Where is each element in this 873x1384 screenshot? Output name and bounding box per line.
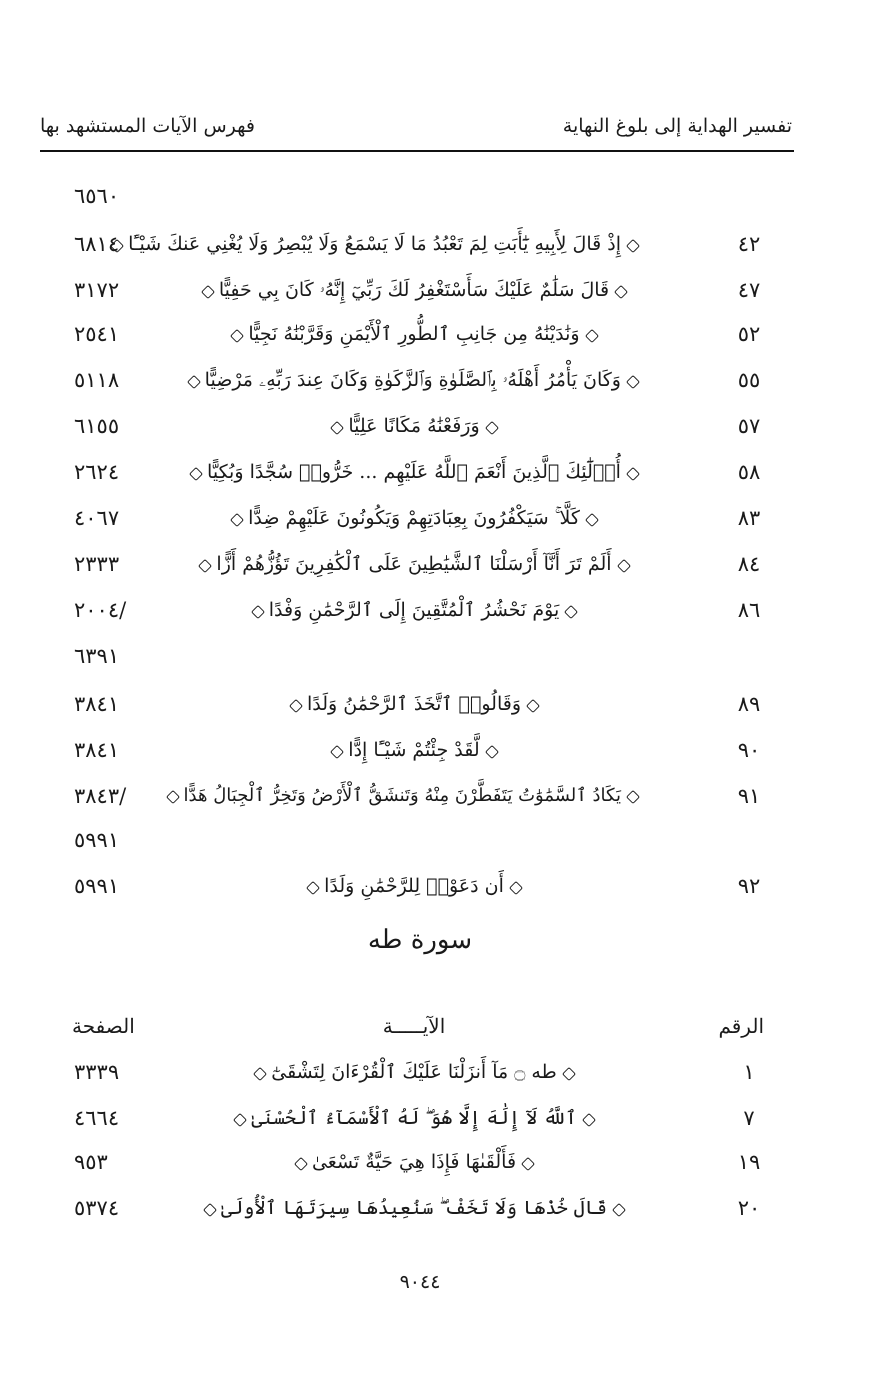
verse-text-cell — [128, 224, 644, 264]
page-ref: ٥٩٩١ — [74, 828, 120, 852]
verse-number: ٧ — [743, 1106, 755, 1130]
verse-number: ٥٨ — [737, 460, 761, 484]
verse-text: فَأَلْقَىٰهَا فَإِذَا هِيَ حَيَّةٌ تَسْعَىٰ — [311, 1151, 517, 1173]
table-row — [40, 406, 794, 446]
ornament-icon — [626, 239, 639, 252]
verse-number: ٤٢ — [737, 232, 761, 256]
table-row — [40, 866, 794, 906]
verse-number: ١ — [743, 1060, 755, 1084]
verse-text: وَقَالُوا۟ ٱتَّخَذَ ٱلرَّحْمَٰنُ وَلَدًا — [306, 693, 522, 715]
page-ref: /٢٠٠٤ — [74, 598, 127, 622]
table-row — [40, 636, 794, 676]
table-row — [40, 452, 794, 492]
ornament-icon — [294, 1157, 307, 1170]
ornament-icon — [306, 881, 319, 894]
table-row — [40, 820, 794, 860]
verse-number: ٥٧ — [737, 414, 761, 438]
table-row — [40, 776, 794, 816]
header-number: الرقم — [718, 1014, 764, 1038]
table-row — [40, 684, 794, 724]
page-ref: ٥٣٧٤ — [74, 1196, 120, 1220]
verse-text-cell — [184, 776, 644, 816]
verse-text-cell — [184, 590, 644, 630]
page-ref: ٦٥٦٠ — [74, 184, 120, 208]
ornament-icon — [509, 881, 522, 894]
ornament-icon — [626, 467, 639, 480]
verse-number: ٩١ — [737, 784, 761, 808]
table-row — [40, 1142, 794, 1182]
table-row — [40, 1098, 794, 1138]
page-ref: ٤٦٦٤ — [74, 1106, 120, 1130]
page-ref: ٣٨٤١ — [74, 692, 120, 716]
verse-number: ٩٠ — [737, 738, 761, 762]
table-row — [40, 270, 794, 310]
column-headers — [40, 1006, 794, 1046]
ornament-icon — [526, 699, 539, 712]
table-row — [40, 176, 794, 216]
ornament-icon — [330, 745, 343, 758]
running-head — [40, 106, 792, 146]
ornament-icon — [230, 513, 243, 526]
ornament-icon — [230, 329, 243, 342]
verse-text-cell — [184, 1188, 644, 1228]
verse-text-cell — [184, 544, 644, 584]
verse-text-cell — [184, 730, 644, 770]
verse-number: ٩٢ — [737, 874, 761, 898]
verse-number: ٢٠ — [737, 1196, 761, 1220]
page-ref: ٥٩٩١ — [74, 874, 120, 898]
page-ref: ٢٣٣٣ — [74, 552, 120, 576]
verse-text-cell — [184, 684, 644, 724]
verse-text-cell — [184, 406, 644, 446]
table-row — [40, 1052, 794, 1092]
ornament-icon — [612, 1203, 625, 1216]
verse-number: ٨٣ — [737, 506, 761, 530]
ornament-icon — [330, 421, 343, 434]
verse-text: قَالَ سَلَٰمٌ عَلَيْكَ سَأَسْتَغْفِرُ لَكَ رَبِّيٓ إِنَّهُۥ كَانَ بِي حَفِيًّا — [218, 279, 610, 301]
verse-number: ٥٥ — [737, 368, 761, 392]
verse-text: أَن دَعَوْا۟ لِلرَّحْمَٰنِ وَلَدًا — [324, 875, 504, 897]
ornament-icon — [521, 1157, 534, 1170]
verse-text: ٱللَّهُ لَآ إِلَٰهَ إِلَّا هُوَ ۖ لَهُ ٱلْأَسْمَآءُ ٱلْحُسْنَىٰ — [251, 1107, 577, 1129]
verse-text: طه ۝ مَآ أَنزَلْنَا عَلَيْكَ ٱلْقُرْءَانَ لِتَشْقَىٰٓ — [271, 1061, 557, 1083]
verse-text: إِذْ قَالَ لِأَبِيهِ يَٰٓأَبَتِ لِمَ تَعْبُدُ مَا لَا يَسْمَعُ وَلَا يُبْصِرُ وَلَا يُغْنِي عَنكَ شَيْـًٔا — [128, 233, 621, 255]
ornament-icon — [562, 1067, 575, 1080]
ornament-icon — [253, 1067, 266, 1080]
ornament-icon — [585, 329, 598, 342]
table-row — [40, 544, 794, 584]
page-ref: /٣٨٤٣ — [74, 784, 127, 808]
ornament-icon — [626, 790, 639, 803]
ornament-icon — [582, 1113, 595, 1126]
verse-text-cell — [184, 270, 644, 310]
page-ref: ٤٠٦٧ — [74, 506, 120, 530]
ornament-icon — [187, 375, 200, 388]
ornament-icon — [198, 559, 211, 572]
table-row — [40, 730, 794, 770]
verse-number: ١٩ — [737, 1150, 761, 1174]
page-number: ٩٠٤٤ — [399, 1271, 441, 1293]
book-title: تفسير الهداية إلى بلوغ النهاية — [562, 115, 792, 137]
verse-text-cell — [184, 452, 644, 492]
surah-title: سورة طه — [367, 925, 473, 955]
page-ref: ٢٦٢٤ — [74, 460, 120, 484]
ornament-icon — [585, 513, 598, 526]
table-row — [40, 590, 794, 630]
verse-number: ٨٦ — [737, 598, 761, 622]
verse-number: ٥٢ — [737, 322, 761, 346]
table-row — [40, 314, 794, 354]
header-rule — [40, 150, 794, 152]
page-ref: ٣٣٣٩ — [74, 1060, 120, 1084]
verse-text: يَوْمَ نَحْشُرُ ٱلْمُتَّقِينَ إِلَى ٱلرَّحْمَٰنِ وَفْدًا — [268, 599, 560, 621]
ornament-icon — [201, 285, 214, 298]
verse-text: وَكَانَ يَأْمُرُ أَهْلَهُۥ بِٱلصَّلَوٰةِ وَٱلزَّكَوٰةِ وَكَانَ عِندَ رَبِّهِۦ مَرْضِيًّا — [204, 369, 621, 391]
page-ref: ٣١٧٢ — [74, 278, 120, 302]
verse-number: ٨٤ — [737, 552, 761, 576]
ornament-icon — [289, 699, 302, 712]
table-row — [40, 1188, 794, 1228]
page-ref: ٦٣٩١ — [74, 644, 120, 668]
verse-text-cell — [184, 1052, 644, 1092]
ornament-icon — [189, 467, 202, 480]
section-title: فهرس الآيات المستشهد بها — [40, 115, 255, 137]
page-ref: ٦١٥٥ — [74, 414, 120, 438]
verse-text-cell — [184, 314, 644, 354]
ornament-icon — [485, 421, 498, 434]
ornament-icon — [485, 745, 498, 758]
verse-text: كَلَّا ۚ سَيَكْفُرُونَ بِعِبَادَتِهِمْ وَيَكُونُونَ عَلَيْهِمْ ضِدًّا — [248, 507, 580, 529]
verse-text: وَنَٰدَيْنَٰهُ مِن جَانِبِ ٱلطُّورِ ٱلْأَيْمَنِ وَقَرَّبْنَٰهُ نَجِيًّا — [248, 323, 580, 345]
header-verse: الآيـــــة — [382, 1014, 446, 1038]
verse-text-cell — [184, 866, 644, 906]
ornament-icon — [203, 1203, 216, 1216]
verse-number: ٨٩ — [737, 692, 761, 716]
header-page: الصفحة — [72, 1014, 135, 1038]
verse-text-cell — [184, 1142, 644, 1182]
page-ref: ٢٥٤١ — [74, 322, 120, 346]
ornament-icon — [166, 790, 179, 803]
page-ref: ٣٨٤١ — [74, 738, 120, 762]
table-row — [40, 224, 794, 264]
verse-text-cell — [184, 498, 644, 538]
ornament-icon — [251, 605, 264, 618]
ornament-icon — [617, 559, 630, 572]
verse-text: أَلَمْ تَرَ أَنَّآ أَرْسَلْنَا ٱلشَّيَٰطِينَ عَلَى ٱلْكَٰفِرِينَ تَؤُزُّهُمْ أَزًّا — [216, 553, 612, 575]
table-row — [40, 498, 794, 538]
ornament-icon — [614, 285, 627, 298]
table-row — [40, 360, 794, 400]
verse-text: أُو۟لَٰٓئِكَ ٱلَّذِينَ أَنْعَمَ ٱللَّهُ عَلَيْهِم ... خَرُّوا۟ سُجَّدًا وَبُكِيًّا — [207, 461, 621, 483]
page-ref: ٥١١٨ — [74, 368, 120, 392]
ornament-icon — [564, 605, 577, 618]
page-ref: ٩٥٣ — [74, 1150, 108, 1174]
verse-text-cell — [184, 1098, 644, 1138]
verse-text: وَرَفَعْنَٰهُ مَكَانًا عَلِيًّا — [348, 415, 480, 437]
ornament-icon — [626, 375, 639, 388]
page-ref: ٦٨١٤ — [74, 232, 120, 256]
verse-number: ٤٧ — [737, 278, 761, 302]
verse-text: يَكَادُ ٱلسَّمَٰوَٰتُ يَتَفَطَّرْنَ مِنْهُ وَتَنشَقُّ ٱلْأَرْضُ وَتَخِرُّ ٱلْجِبَالُ هَدًّا — [183, 785, 621, 806]
verse-text: لَّقَدْ جِئْتُمْ شَيْـًٔا إِدًّا — [348, 739, 480, 761]
verse-text: قَالَ خُذْهَا وَلَا تَخَفْ ۖ سَنُعِيدُهَا سِيرَتَهَا ٱلْأُولَىٰ — [220, 1197, 608, 1219]
ornament-icon — [233, 1113, 246, 1126]
verse-text-cell — [184, 360, 644, 400]
